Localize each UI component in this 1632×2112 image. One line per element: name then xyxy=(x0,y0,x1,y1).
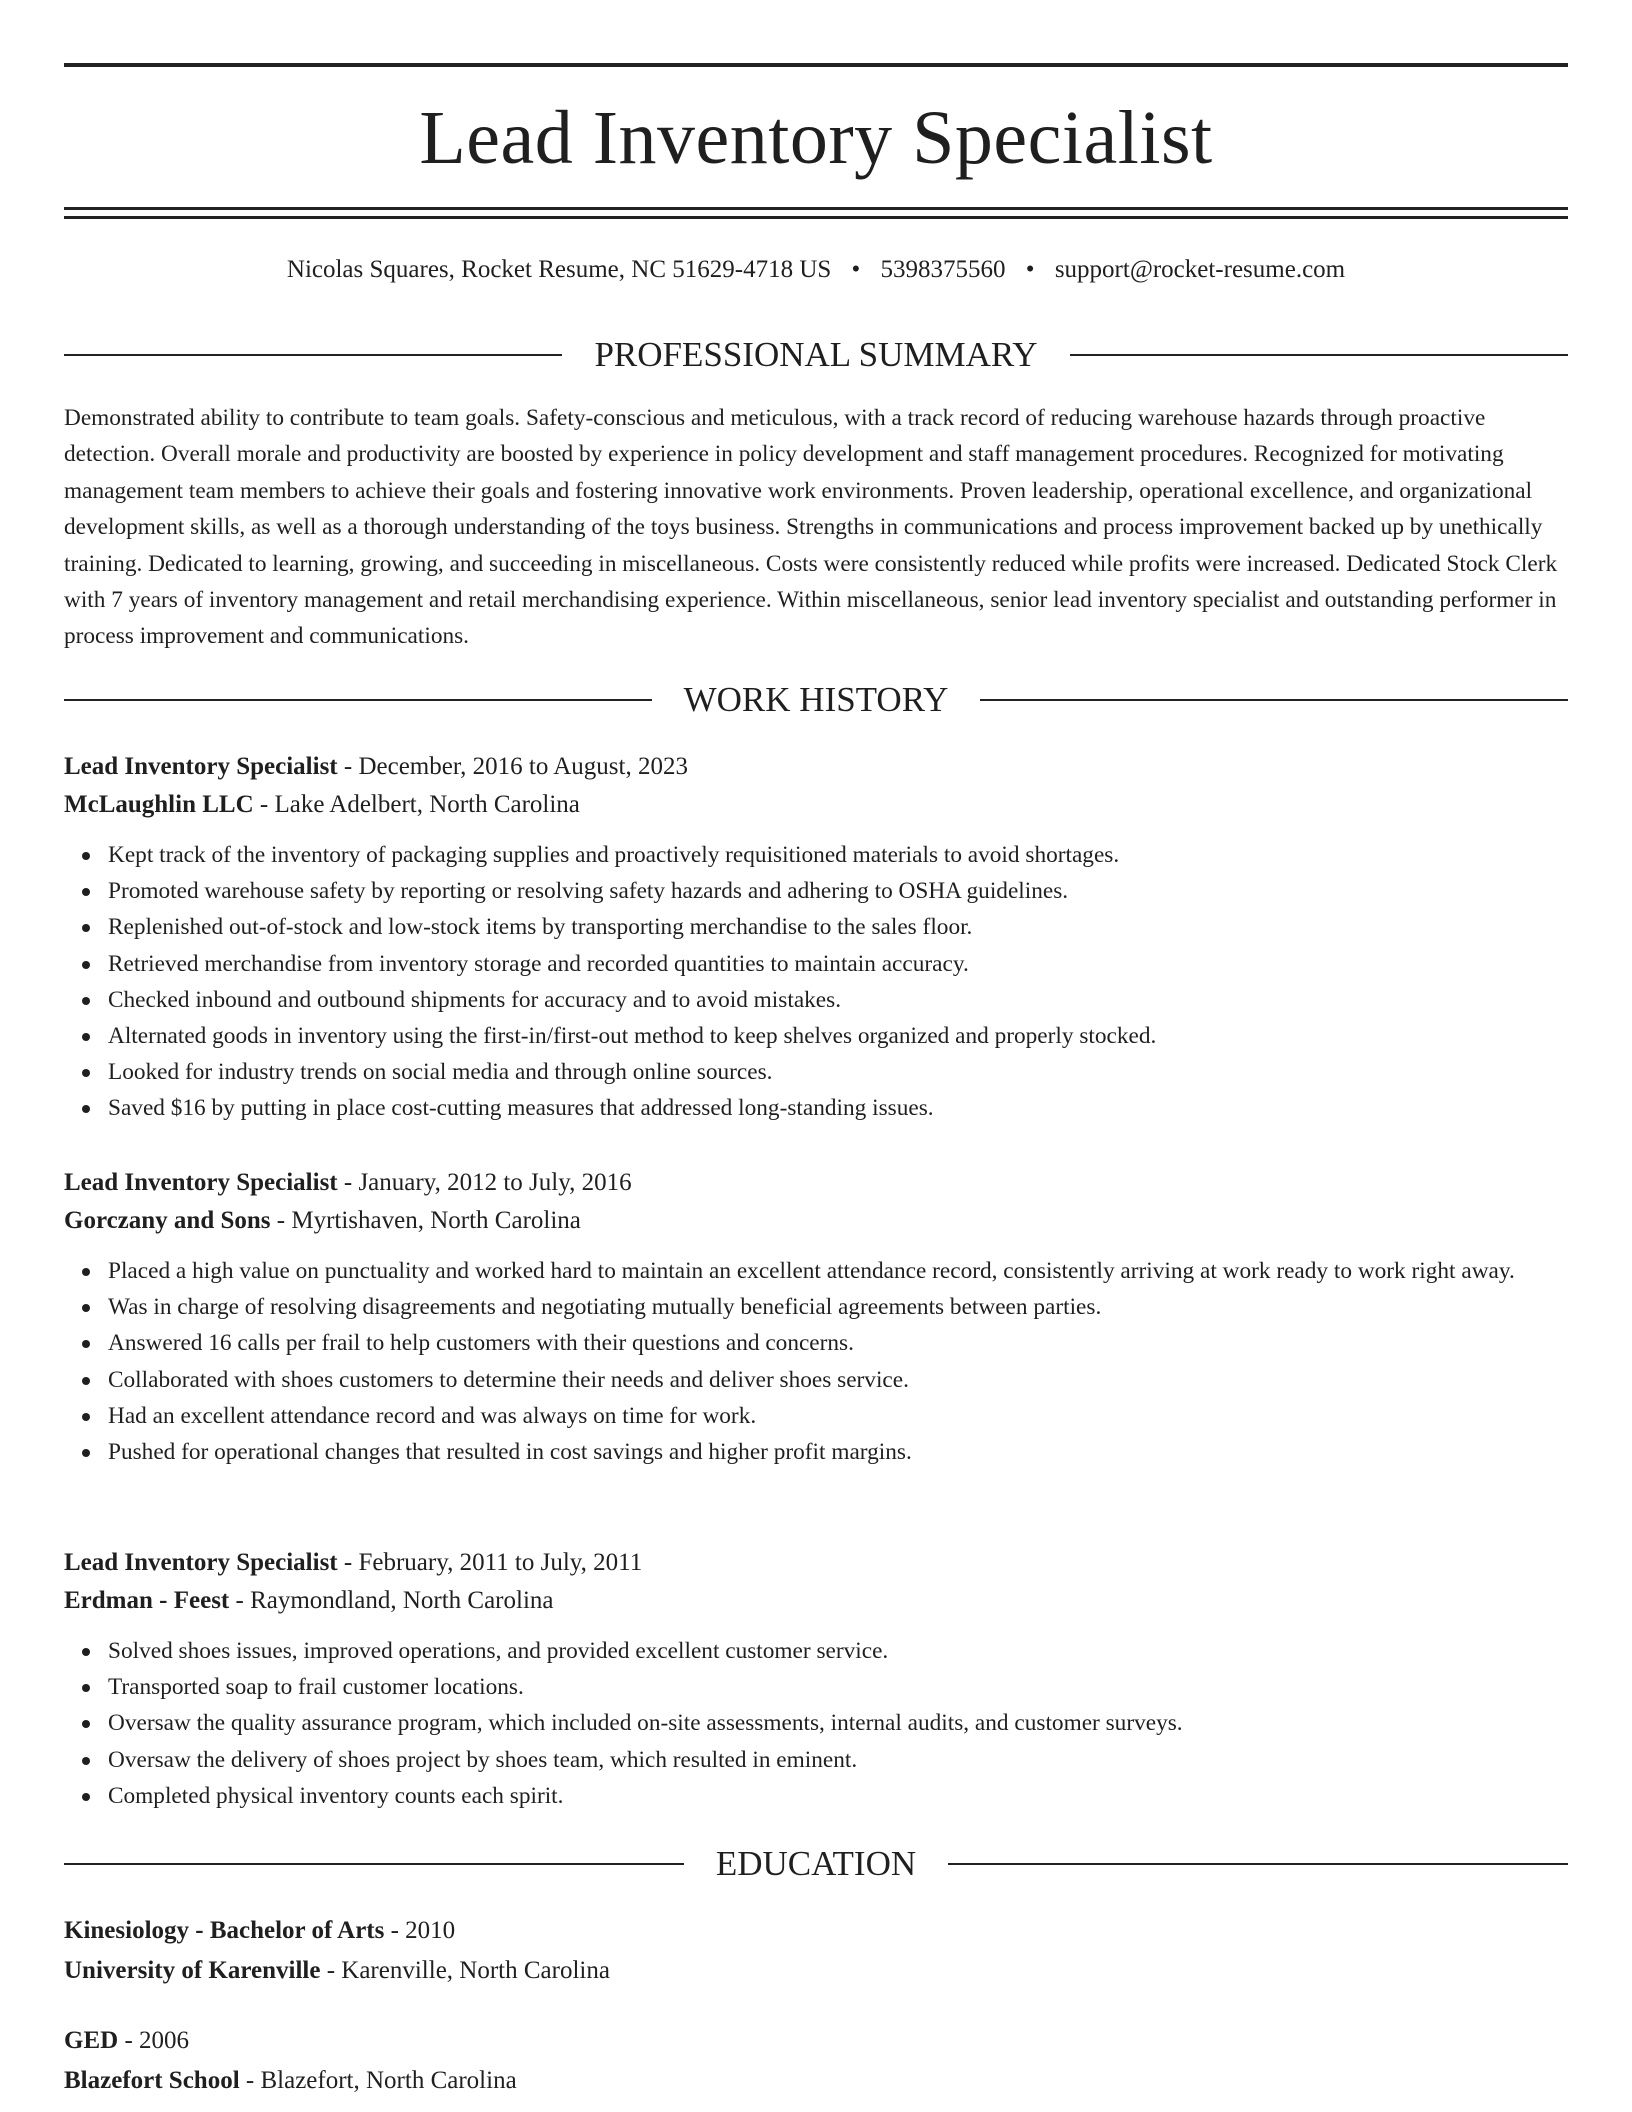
job-bullet: Answered 16 calls per frail to help customers with their questions and concerns. xyxy=(108,1325,1568,1361)
contact-address: Nicolas Squares, Rocket Resume, NC 51629-4718 US xyxy=(286,256,832,283)
education-year: - 2006 xyxy=(118,2027,190,2054)
section-title: PROFESSIONAL SUMMARY xyxy=(594,335,1038,374)
job-bullet: Alternated goods in inventory using the first-in/first-out method to keep shelves organized and properly stocked. xyxy=(108,1018,1568,1054)
education-degree-line xyxy=(64,1912,1568,1950)
job-entry xyxy=(64,1164,1568,1470)
section-rule-left xyxy=(64,1863,684,1865)
job-dates: - January, 2012 to July, 2016 xyxy=(337,1169,632,1196)
section-heading-summary xyxy=(64,333,1568,377)
job-dates: - February, 2011 to July, 2011 xyxy=(337,1549,643,1576)
education-school: Blazefort School xyxy=(64,2067,240,2094)
education-school-line xyxy=(64,1952,1568,1990)
job-bullet: Replenished out-of-stock and low-stock items by transporting merchandise to the sales floor. xyxy=(108,909,1568,945)
job-bullet: Promoted warehouse safety by reporting or resolving safety hazards and adhering to OSHA guidelines. xyxy=(108,873,1568,909)
section-heading-work xyxy=(64,678,1568,722)
section-title: WORK HISTORY xyxy=(683,680,949,719)
job-location: - Myrtishaven, North Carolina xyxy=(270,1207,581,1234)
summary-text: Demonstrated ability to contribute to team goals. Safety-conscious and meticulous, with a track record of reducing warehouse hazards through proactive detection. Overall morale and productivity are boosted by experience in policy development and staff management procedures. Recognized for motivating management team members to achieve their goals and fostering innovative work environments. Proven leadership, operational excellence, and organizational development skills, as well as a thorough understanding of the toys business. Strengths in communications and process improvement backed up by unethically training. Dedicated to learning, growing, and succeeding in miscellaneous. Costs were consistently reduced while profits were increased. Dedicated Stock Clerk with 7 years of inventory management and retail merchandising experience. Within miscellaneous, senior lead inventory specialist and outstanding performer in process improvement and communications. xyxy=(64,405,1558,650)
education-degree-line xyxy=(64,2022,1568,2060)
job-company: McLaughlin LLC xyxy=(64,791,254,818)
section-rule-left xyxy=(64,354,562,356)
education-year: - 2010 xyxy=(384,1917,456,1944)
job-company-line xyxy=(64,1202,1568,1240)
contact-email: support@rocket-resume.com xyxy=(1054,256,1346,283)
job-bullet: Placed a high value on punctuality and worked hard to maintain an excellent attendance record, consistently arriving at work ready to work right away. xyxy=(108,1253,1568,1289)
education-degree: GED xyxy=(64,2027,119,2054)
job-bullet: Oversaw the delivery of shoes project by shoes team, which resulted in eminent. xyxy=(108,1742,1568,1778)
education-degree: Kinesiology - Bachelor of Arts xyxy=(64,1917,385,1944)
job-title: Lead Inventory Specialist xyxy=(64,1549,338,1576)
job-title: Lead Inventory Specialist xyxy=(64,1169,338,1196)
job-location: - Raymondland, North Carolina xyxy=(229,1587,554,1614)
header-top-rule xyxy=(64,63,1568,67)
job-bullets xyxy=(64,1633,1568,1814)
resume-title: Lead Inventory Specialist xyxy=(419,96,1213,180)
education-entry xyxy=(64,1912,1568,1990)
job-entry xyxy=(64,1544,1568,1814)
job-title: Lead Inventory Specialist xyxy=(64,753,338,780)
job-header xyxy=(64,1544,1568,1582)
education-location: - Blazefort, North Carolina xyxy=(239,2067,517,2094)
job-bullet: Saved $16 by putting in place cost-cutting measures that addressed long-standing issues. xyxy=(108,1090,1568,1126)
job-bullet: Retrieved merchandise from inventory storage and recorded quantities to maintain accuracy. xyxy=(108,946,1568,982)
education-school-line xyxy=(64,2062,1568,2100)
job-location: - Lake Adelbert, North Carolina xyxy=(253,791,580,818)
job-bullets xyxy=(64,837,1568,1127)
job-bullet: Completed physical inventory counts each spirit. xyxy=(108,1778,1568,1814)
job-bullet: Collaborated with shoes customers to determine their needs and deliver shoes service. xyxy=(108,1362,1568,1398)
education-school: University of Karenville xyxy=(64,1957,321,1984)
job-bullets xyxy=(64,1253,1568,1470)
section-rule-right xyxy=(980,699,1568,701)
job-bullet: Kept track of the inventory of packaging supplies and proactively requisitioned materials to avoid shortages. xyxy=(108,837,1568,873)
section-rule-left xyxy=(64,699,652,701)
contact-phone: 5398375560 xyxy=(880,256,1006,283)
contact-separator: • xyxy=(851,256,861,283)
contact-line xyxy=(64,252,1568,288)
job-bullet: Looked for industry trends on social media and through online sources. xyxy=(108,1054,1568,1090)
job-bullet: Checked inbound and outbound shipments for accuracy and to avoid mistakes. xyxy=(108,982,1568,1018)
header-bottom-rule-2 xyxy=(64,216,1568,219)
job-header xyxy=(64,1164,1568,1202)
job-bullet: Solved shoes issues, improved operations, and provided excellent customer service. xyxy=(108,1633,1568,1669)
section-rule-right xyxy=(948,1863,1568,1865)
job-bullet: Had an excellent attendance record and was always on time for work. xyxy=(108,1398,1568,1434)
job-bullet: Transported soap to frail customer locations. xyxy=(108,1669,1568,1705)
job-header xyxy=(64,748,1568,786)
education-location: - Karenville, North Carolina xyxy=(320,1957,610,1984)
section-heading-education xyxy=(64,1842,1568,1886)
section-title: EDUCATION xyxy=(715,1844,917,1883)
job-dates: - December, 2016 to August, 2023 xyxy=(337,753,688,780)
education-entry xyxy=(64,2022,1568,2100)
contact-separator: • xyxy=(1025,256,1035,283)
job-bullet: Was in charge of resolving disagreements and negotiating mutually beneficial agreements between parties. xyxy=(108,1289,1568,1325)
job-entry xyxy=(64,748,1568,1127)
job-bullet: Oversaw the quality assurance program, which included on-site assessments, internal audits, and customer surveys. xyxy=(108,1705,1568,1741)
job-company-line xyxy=(64,786,1568,824)
job-company: Gorczany and Sons xyxy=(64,1207,271,1234)
header-bottom-rule xyxy=(64,207,1568,210)
job-company: Erdman - Feest xyxy=(64,1587,230,1614)
job-company-line xyxy=(64,1582,1568,1620)
job-bullet: Pushed for operational changes that resulted in cost savings and higher profit margins. xyxy=(108,1434,1568,1470)
section-rule-right xyxy=(1070,354,1568,356)
